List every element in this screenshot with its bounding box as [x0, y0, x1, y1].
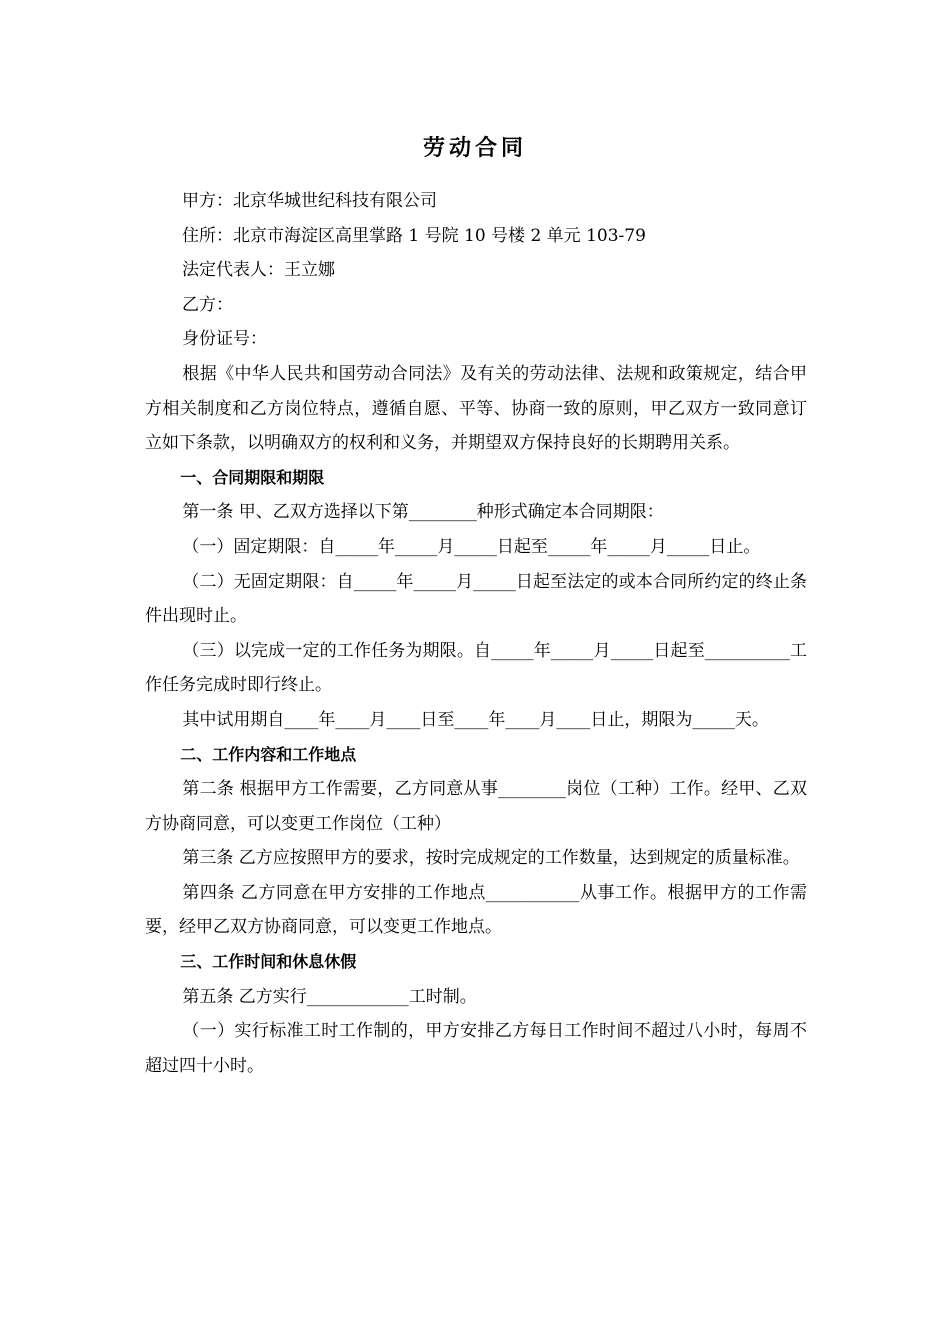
legal-rep-line: 法定代表人：王立娜: [182, 260, 335, 281]
preamble-paragraph: 根据《中华人民共和国劳动合同法》及有关的劳动法律、法规和政策规定，结合甲方相关制度和乙方岗位特点，遵循自愿、平等、协商一致的原则，甲乙双方一致同意订立如下条款，以明确双方的权利和义务，并期望双方保持良好的长期聘用关系。: [145, 363, 807, 454]
article-3: 第三条 乙方应按照甲方的要求，按时完成规定的工作数量，达到规定的质量标准。: [182, 848, 800, 869]
id-number-line: 身份证号：: [182, 329, 267, 350]
article-1: 第一条 甲、乙双方选择以下第________种形式确定本合同期限：: [182, 502, 664, 523]
section-heading-term: 一、合同期限和期限: [180, 467, 325, 487]
probation-paragraph: 其中试用期自____年____月____日至____年____月____日止，期限为_____天。: [182, 709, 769, 730]
document-body: [145, 184, 807, 1083]
article-1-open-term: （二）无固定期限：自_____年_____月_____日起至法定的或本合同所约定的终止条件出现时止。: [145, 571, 807, 627]
article-5: 第五条 乙方实行____________工时制。: [182, 986, 477, 1007]
article-5-standard-hours: （一）实行标准工时工作制的，甲方安排乙方每日工作时间不超过八小时，每周不超过四十小时。: [145, 1021, 807, 1076]
section-heading-hours: 三、工作时间和休息休假: [180, 952, 357, 972]
section-heading-work: 二、工作内容和工作地点: [180, 744, 357, 764]
document-title: 劳动合同: [422, 136, 527, 161]
address-line: 住所：北京市海淀区高里掌路 1 号院 10 号楼 2 单元 103-79: [182, 225, 646, 246]
article-2: 第二条 根据甲方工作需要，乙方同意从事________岗位（工种）工作。经甲、乙双方协商同意，可以变更工作岗位（工种）: [145, 779, 807, 834]
article-1-fixed-term: （一）固定期限：自_____年_____月_____日起至_____年_____月_____日止。: [182, 536, 761, 557]
party-a-line: 甲方：北京华城世纪科技有限公司: [182, 191, 437, 211]
article-1-task-term: （三）以完成一定的工作任务为期限。自_____年_____月_____日起至__________工作任务完成时即行终止。: [145, 640, 807, 696]
party-b-line: 乙方：: [182, 294, 233, 315]
article-4: 第四条 乙方同意在甲方安排的工作地点___________从事工作。根据甲方的工作需要，经甲乙双方协商同意，可以变更工作地点。: [145, 882, 807, 938]
